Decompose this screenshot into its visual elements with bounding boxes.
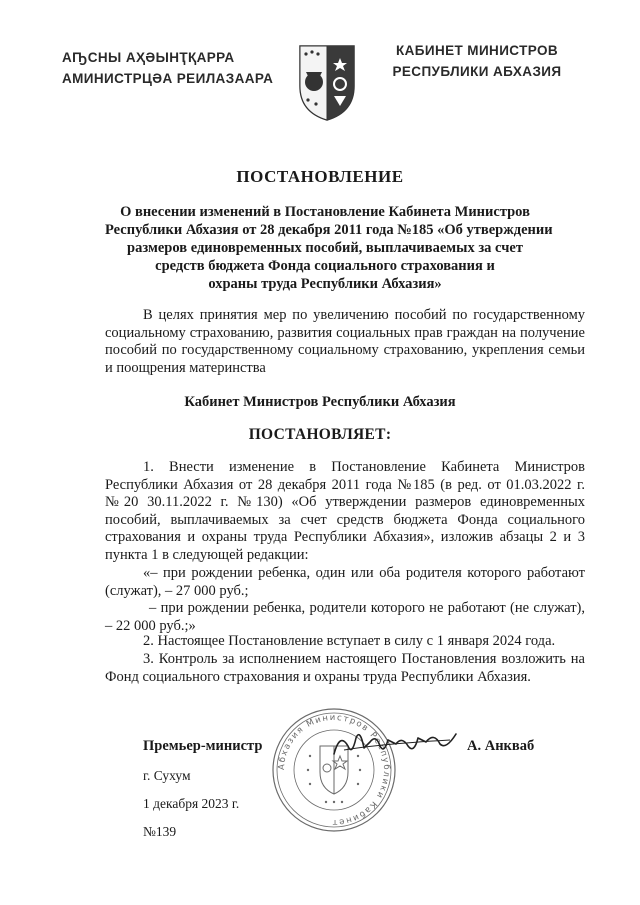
- item-2: 2. Настоящее Постановление вступает в силу с 1 января 2024 года.: [143, 633, 556, 649]
- item-3: 3. Контроль за исполнением настоящего Постановления возложить на Фонд социального страхования и охраны труда Республики Абхазия.: [105, 651, 585, 685]
- preamble: В целях принятия мер по увеличению пособий по государственному социальному страхованию, развития социальных прав граждан на получение пособий по государственному социальному страхованию, укрепления семьи и поощрения материнства: [105, 307, 585, 376]
- document-subject: [105, 203, 553, 293]
- header-abkhaz-name: [62, 47, 292, 89]
- handwritten-signature: [330, 724, 460, 764]
- document-title: ПОСТАНОВЛЕНИЕ: [236, 167, 404, 186]
- document-date: 1 декабря 2023 г.: [143, 796, 240, 811]
- document-number: №139: [143, 824, 177, 839]
- quote-paragraph-2: – при рождении ребенка, родители которого не работают (не служат), – 22 000 руб.;»: [105, 600, 585, 634]
- subject-line: Республики Абхазия от 28 декабря 2011 года №185 «Об утверждении: [105, 222, 553, 238]
- subject-line: средств бюджета Фонда социального страхования и: [155, 258, 495, 274]
- decree-heading: ПОСТАНОВЛЯЕТ:: [248, 426, 392, 443]
- subject-line: охраны труда Республики Абхазия»: [208, 276, 442, 292]
- header-abkhaz-line1: АҦСНЫ АҲӘЫНҬҚАРРА: [62, 50, 235, 65]
- seal-text: Абхазия Министров Республики Кабинет: [276, 712, 392, 828]
- signer-name: А. Анкваб: [467, 738, 535, 754]
- coat-of-arms-icon: [296, 42, 358, 122]
- signer-role: Премьер-министр: [143, 738, 263, 754]
- header-abkhaz-line2: АМИНИСТРЦӘА РЕИЛАЗААРА: [62, 71, 274, 86]
- document-place: г. Сухум: [143, 768, 191, 783]
- header-russian-name: [372, 40, 582, 82]
- header-russian-line2: РЕСПУБЛИКИ АБХАЗИЯ: [392, 64, 562, 79]
- quote-paragraph-1: «– при рождении ребенка, один или оба родителя которого работают (служат), – 27 000 руб.;: [105, 565, 585, 599]
- header-russian-line1: КАБИНЕТ МИНИСТРОВ: [395, 43, 559, 58]
- cabinet-heading: Кабинет Министров Республики Абхазия: [184, 394, 456, 410]
- subject-line: О внесении изменений в Постановление Кабинета Министров: [120, 204, 530, 220]
- item-1: 1. Внести изменение в Постановление Кабинета Министров Республики Абхазия от 28 декабря 2011 года №185 (в ред. от 01.03.2022 г. №20 30.11.2022 г. №130) «Об утверждении размеров единовременных пособий, выплачиваемых за счет средств бюджета Фонда социального страхования и охраны труда Республики Абхазия», изложив абзацы 2 и 3 пункта 1 в следующей редакции:: [105, 459, 585, 563]
- subject-line: размеров единовременных пособий, выплачиваемых за счет: [127, 240, 523, 256]
